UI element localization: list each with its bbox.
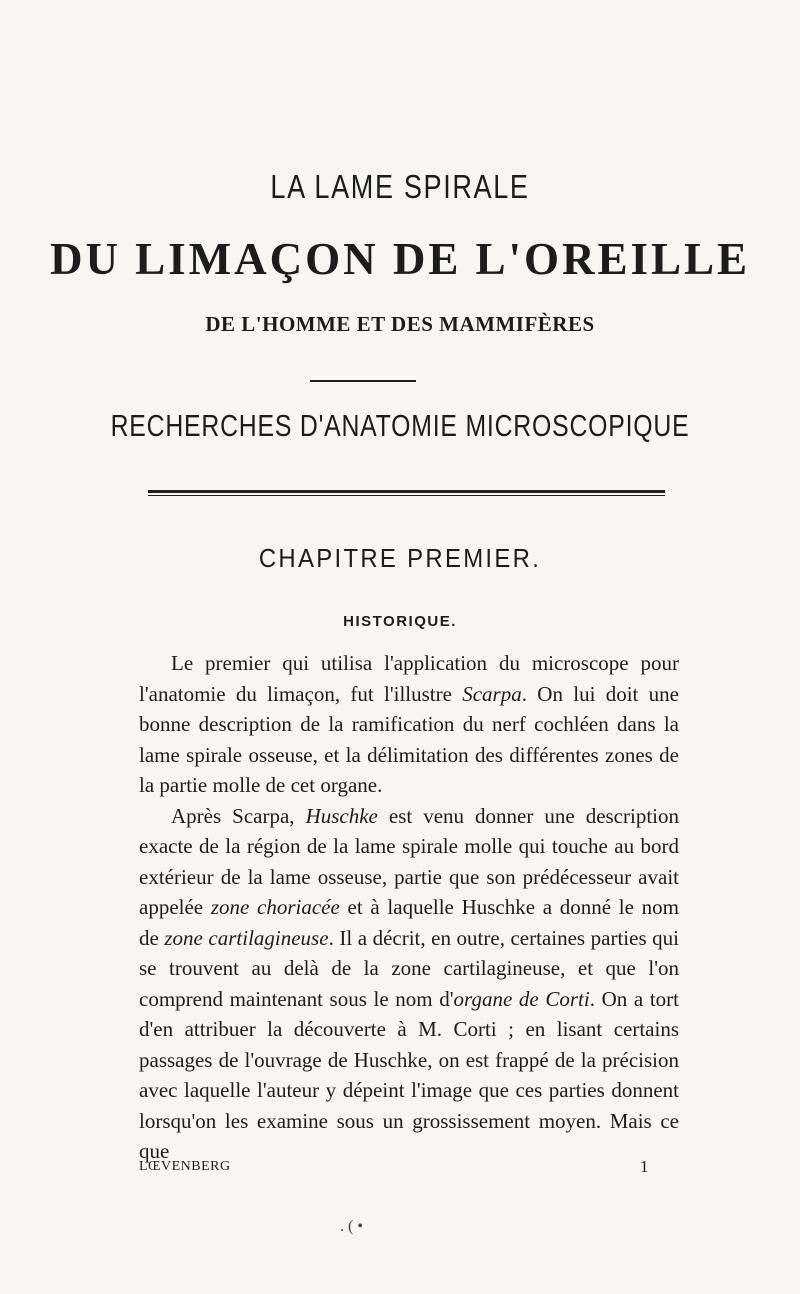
chapter-heading: CHAPITRE PREMIER. <box>258 543 542 573</box>
printer-signature: LŒVENBERG <box>139 1159 231 1174</box>
chapter-subheading: HISTORIQUE. <box>343 613 457 630</box>
italic-term: zone cartilagineuse <box>164 925 329 950</box>
italic-term: organe de Corti <box>453 986 590 1011</box>
body-text <box>139 648 679 1167</box>
italic-name: Scarpa <box>462 681 522 706</box>
italic-name: Huschke <box>305 803 378 828</box>
double-divider <box>148 490 665 496</box>
text-span: . On lui doit une bonne description de la ramification du nerf cochléen dans la lame spirale osseuse, et la délimitation des différentes zones de la partie molle de cet organe. <box>139 681 679 797</box>
sheet-number: 1 <box>640 1157 649 1176</box>
short-divider <box>310 380 416 382</box>
title-line-4: RECHERCHES D'ANATOMIE MICROSCOPIQUE <box>110 408 690 443</box>
paragraph-2 <box>139 801 679 1167</box>
stray-ink-mark: . ( • <box>340 1218 363 1235</box>
italic-term: zone choriacée <box>210 895 340 919</box>
title-line-3: DE L'HOMME ET DES MAMMIFÈRES <box>205 312 595 336</box>
text-span: Après Scarpa, <box>171 803 306 828</box>
title-line-2: DU LIMAÇON DE L'OREILLE <box>49 233 751 284</box>
title-line-1: LA LAME SPIRALE <box>270 168 530 205</box>
text-span: est venu donner une description exacte de la région de la lame spirale molle qui touche au bord extérieur de la lame osseuse, partie que son prédécesseur avait appelée <box>139 803 680 919</box>
page-footer <box>139 1159 679 1177</box>
text-span: . On a tort d'en attribuer la découverte à M. Corti ; en lisant certains passages de l'ouvrage de Huschke, on est frappé de la précision avec laquelle l'auteur y dépeint l'image que ces parties donnent lorsqu'on les examine sous un grossissement moyen. Mais ce que <box>139 986 679 1163</box>
text-span: . Il a décrit, en outre, certaines parties qui se trouvent au delà de la zone cartilagineuse, et que l'on comprend maintenant sous le nom d' <box>139 925 679 1011</box>
text-span: Le premier qui utilisa l'application du microscope pour l'anatomie du limaçon, fut l'illustre <box>139 651 679 706</box>
paragraph-1 <box>139 648 679 801</box>
text-span: et à laquelle Huschke a donné le nom de <box>139 895 679 950</box>
